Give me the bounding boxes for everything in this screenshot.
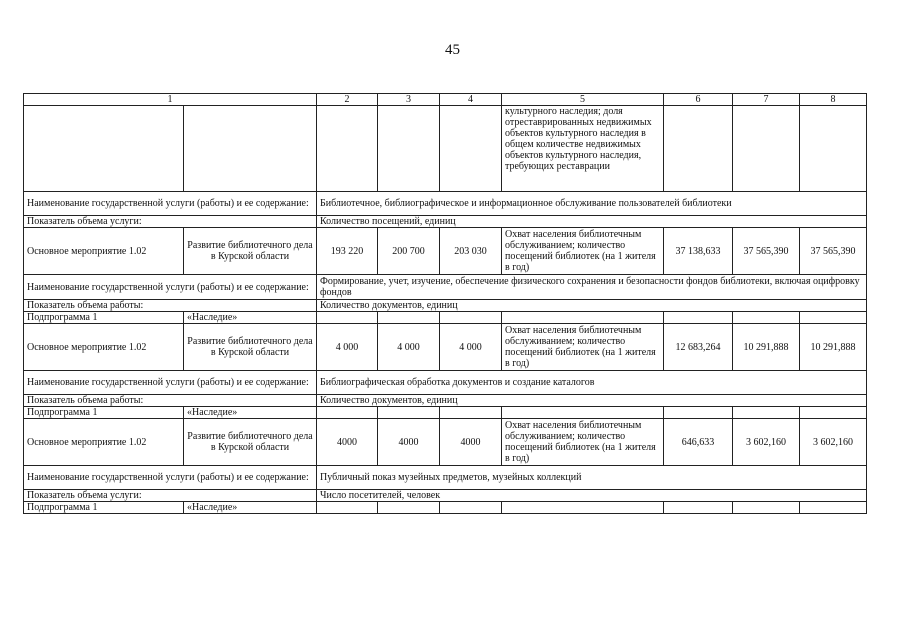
cell-empty [664,502,733,514]
service-text: Формирование, учет, изучение, обеспечение физического сохранения и безопасности фондов библиотеки, включая оцифровку фондов [317,275,867,300]
event-indicator: Охват населения библиотечным обслуживанием; количество посещений библиотек (на 1 жителя в год) [502,324,664,371]
subprogram-name: Подпрограмма 1 [24,502,184,514]
service-label: Наименование государственной услуги (работы) и ее содержание: [24,466,317,490]
page-number: 45 [445,42,460,58]
cell-empty [733,407,800,419]
value-col-3: 4000 [378,419,440,466]
header-row [24,94,867,106]
service-row [24,275,867,300]
header-col-2: 2 [317,94,378,106]
indicator-row [24,490,867,502]
indicator-label: Показатель объема услуги: [24,490,317,502]
cell-empty [664,407,733,419]
service-row [24,371,867,395]
event-description: Развитие библиотечного дела в Курской области [184,324,317,371]
event-indicator: Охват населения библиотечным обслуживанием; количество посещений библиотек (на 1 жителя в год) [502,228,664,275]
cell-empty [664,106,733,192]
cell-empty [378,407,440,419]
cell-empty [800,407,867,419]
indicator-row [24,300,867,312]
subprogram-name: Подпрограмма 1 [24,407,184,419]
header-col-7: 7 [733,94,800,106]
continuation-row [24,106,867,192]
value-col-3: 4 000 [378,324,440,371]
value-col-7: 3 602,160 [733,419,800,466]
indicator-text: Количество посещений, единиц [317,216,867,228]
subprogram-title: «Наследие» [184,502,317,514]
program-table [23,93,867,514]
indicator-label: Показатель объема работы: [24,395,317,407]
event-description: Развитие библиотечного дела в Курской области [184,419,317,466]
service-text: Библиографическая обработка документов и создание каталогов [317,371,867,395]
value-col-2: 4000 [317,419,378,466]
event-name: Основное мероприятие 1.02 [24,419,184,466]
indicator-row [24,395,867,407]
cell-empty [378,312,440,324]
event-name: Основное мероприятие 1.02 [24,324,184,371]
subprogram-row [24,502,867,514]
cell-empty [184,106,317,192]
header-col-5: 5 [502,94,664,106]
cell-empty [502,407,664,419]
service-label: Наименование государственной услуги (работы) и ее содержание: [24,192,317,216]
cell-empty [378,106,440,192]
value-col-8: 10 291,888 [800,324,867,371]
service-text: Публичный показ музейных предметов, музейных коллекций [317,466,867,490]
indicator-label: Показатель объема услуги: [24,216,317,228]
event-row [24,228,867,275]
indicator-row [24,216,867,228]
value-col-7: 37 565,390 [733,228,800,275]
value-col-4: 203 030 [440,228,502,275]
service-label: Наименование государственной услуги (работы) и ее содержание: [24,275,317,300]
cell-empty [733,502,800,514]
cell-empty [317,407,378,419]
cell-empty [502,502,664,514]
cell-empty [317,312,378,324]
subprogram-row [24,407,867,419]
service-text: Библиотечное, библиографическое и информационное обслуживание пользователей библиотеки [317,192,867,216]
cell-empty [733,312,800,324]
cell-empty [24,106,184,192]
value-col-2: 193 220 [317,228,378,275]
cell-empty [800,502,867,514]
value-col-4: 4000 [440,419,502,466]
value-col-7: 10 291,888 [733,324,800,371]
cell-empty [317,106,378,192]
value-col-6: 37 138,633 [664,228,733,275]
subprogram-title: «Наследие» [184,407,317,419]
continuation-indicator: культурного наследия; доля отреставрированных недвижимых объектов культурного наследия в общем количестве недвижимых объектов культурного наследия, требующих реставрации [502,106,664,192]
event-row [24,324,867,371]
service-row [24,466,867,490]
cell-empty [440,106,502,192]
header-col-4: 4 [440,94,502,106]
value-col-4: 4 000 [440,324,502,371]
header-col-8: 8 [800,94,867,106]
event-description: Развитие библиотечного дела в Курской области [184,228,317,275]
value-col-2: 4 000 [317,324,378,371]
cell-empty [800,312,867,324]
cell-empty [317,502,378,514]
event-indicator: Охват населения библиотечным обслуживанием; количество посещений библиотек (на 1 жителя в год) [502,419,664,466]
cell-empty [664,312,733,324]
indicator-text: Количество документов, единиц [317,300,867,312]
indicator-label: Показатель объема работы: [24,300,317,312]
event-row [24,419,867,466]
cell-empty [378,502,440,514]
subprogram-name: Подпрограмма 1 [24,312,184,324]
cell-empty [440,407,502,419]
cell-empty [440,502,502,514]
service-label: Наименование государственной услуги (работы) и ее содержание: [24,371,317,395]
service-row [24,192,867,216]
event-name: Основное мероприятие 1.02 [24,228,184,275]
indicator-text: Количество документов, единиц [317,395,867,407]
cell-empty [440,312,502,324]
cell-empty [800,106,867,192]
value-col-8: 3 602,160 [800,419,867,466]
indicator-text: Число посетителей, человек [317,490,867,502]
value-col-3: 200 700 [378,228,440,275]
header-col-6: 6 [664,94,733,106]
value-col-8: 37 565,390 [800,228,867,275]
header-col-1: 1 [24,94,317,106]
header-col-3: 3 [378,94,440,106]
cell-empty [733,106,800,192]
cell-empty [502,312,664,324]
value-col-6: 12 683,264 [664,324,733,371]
subprogram-row [24,312,867,324]
subprogram-title: «Наследие» [184,312,317,324]
value-col-6: 646,633 [664,419,733,466]
